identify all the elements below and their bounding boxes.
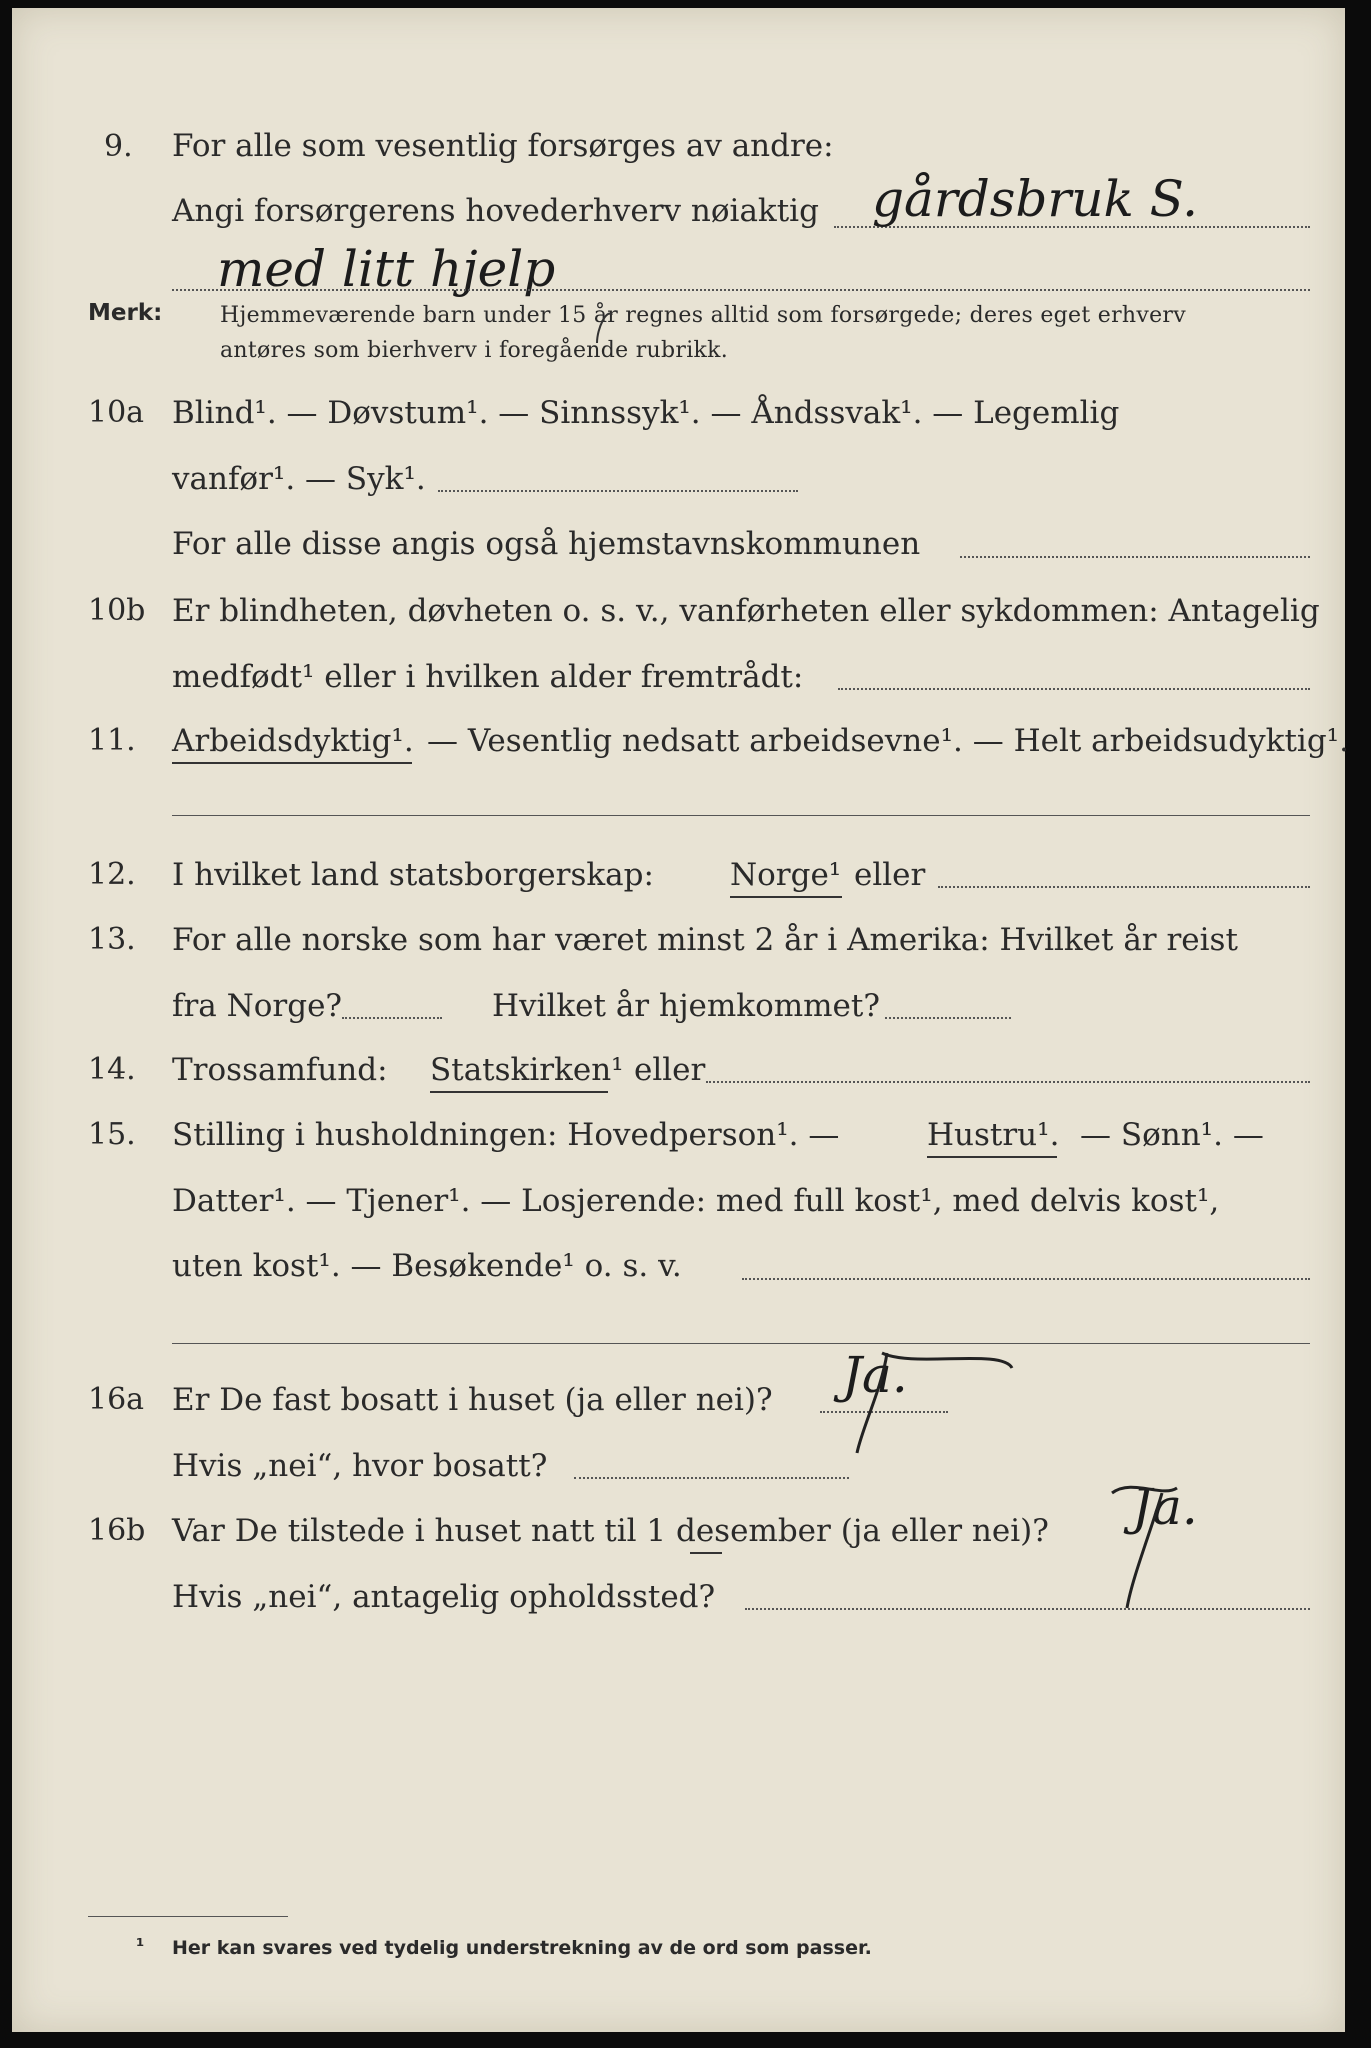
q12-text: I hvilket land statsborgerskap:	[172, 857, 654, 893]
q15-line1b: — Sønn¹. —	[1080, 1117, 1264, 1153]
q13-number: 13.	[88, 922, 136, 957]
q12-number: 12.	[88, 857, 136, 892]
q10a-line3: For alle disse angis også hjemstavnskommunen	[172, 526, 921, 562]
q14-tail: eller	[634, 1052, 706, 1088]
q15-option-wife: Hustru¹.	[927, 1117, 1060, 1153]
q16b-handwritten-answer: Ja.	[1132, 1478, 1198, 1536]
q9-handwritten-answer1: gårdsbruk S.	[872, 170, 1199, 228]
q10a-line2: vanfør¹. — Syk¹.	[172, 461, 426, 497]
q15-line2: Datter¹. — Tjener¹. — Losjerende: med full kost¹, med delvis kost¹,	[172, 1183, 1220, 1219]
q14-option-state-church: Statskirken¹	[430, 1052, 624, 1088]
q9-line1: For alle som vesentlig forsørges av andre:	[172, 128, 834, 164]
q9-number: 9.	[104, 129, 133, 164]
footnote-text: Her kan svares ved tydelig understrekning av de ord som passer.	[172, 1937, 872, 1959]
q13-line1: For alle norske som har været minst 2 år i Amerika: Hvilket år reist	[172, 922, 1238, 958]
q13-line2a: fra Norge?	[172, 988, 343, 1024]
footnote-rule	[88, 1916, 288, 1917]
q16b-number: 16b	[88, 1513, 146, 1548]
q10a-number: 10a	[88, 395, 145, 430]
census-form-page	[12, 8, 1349, 2032]
q13-line2b: Hvilket år hjemkommet?	[492, 988, 880, 1024]
footnote-mark: ¹	[136, 1935, 145, 1957]
q11-option-able: Arbeidsdyktig¹.	[172, 723, 414, 759]
q10a-line1: Blind¹. — Døvstum¹. — Sinnssyk¹. — Åndssvak¹. — Legemlig	[172, 395, 1120, 431]
q15-line1a: Stilling i husholdningen: Hovedperson¹. —	[172, 1117, 840, 1153]
q16a-line1: Er De fast bosatt i huset (ja eller nei)?	[172, 1382, 773, 1418]
q12-tail: eller	[854, 857, 926, 893]
merk-line1: Hjemmeværende barn under 15 år regnes alltid som forsørgede; deres eget erhverv	[220, 303, 1186, 328]
q14-number: 14.	[88, 1052, 136, 1087]
q16a-line2: Hvis „nei“, hvor bosatt?	[172, 1448, 548, 1484]
q11-number: 11.	[88, 723, 136, 758]
q16a-handwritten-answer: Ja.	[842, 1346, 908, 1404]
q15-number: 15.	[88, 1117, 136, 1152]
q16b-line1: Var De tilstede i huset natt til 1 desember (ja eller nei)?	[172, 1513, 1049, 1549]
q14-text: Trossamfund:	[172, 1052, 388, 1088]
q9-handwritten-answer2: med litt hjelp	[217, 240, 556, 298]
q11-other-options: — Vesentlig nedsatt arbeidsevne¹. — Helt arbeidsudyktig¹.	[427, 723, 1349, 759]
q15-line3: uten kost¹. — Besøkende¹ o. s. v.	[172, 1248, 682, 1284]
q10b-line2: medfødt¹ eller i hvilken alder fremtrådt:	[172, 659, 804, 695]
q10b-line1: Er blindheten, døvheten o. s. v., vanførheten eller sykdommen: Antagelig	[172, 593, 1320, 629]
merk-label: Merk:	[88, 300, 163, 326]
q10b-number: 10b	[88, 593, 146, 628]
q9-line2: Angi forsørgerens hovederhverv nøiaktig	[172, 193, 819, 229]
q16a-number: 16a	[88, 1382, 145, 1417]
q16b-line2: Hvis „nei“, antagelig opholdssted?	[172, 1579, 716, 1615]
merk-line2: antøres som bierhverv i foregående rubrikk.	[220, 338, 729, 363]
handwriting-strokes	[12, 8, 1345, 2032]
q12-option-norway: Norge¹	[730, 857, 842, 893]
